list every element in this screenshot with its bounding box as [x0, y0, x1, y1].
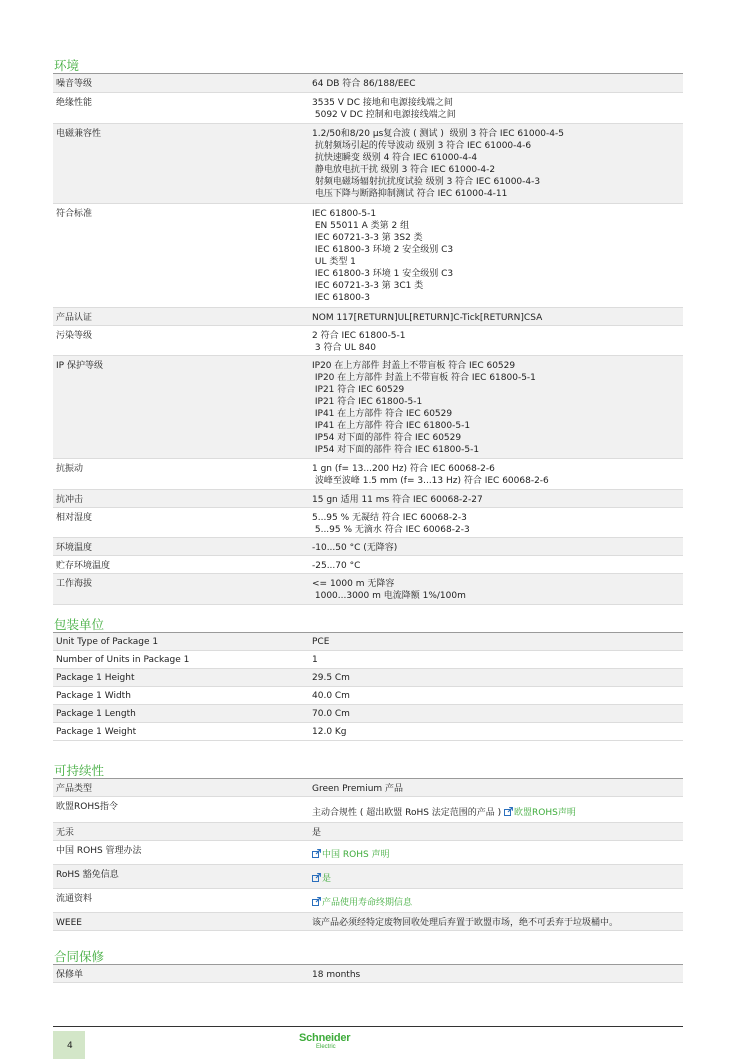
eu-rohs-declaration-link[interactable]: [504, 808, 576, 818]
table-row: [53, 124, 683, 204]
row-label: RoHS 豁免信息: [56, 870, 119, 880]
row-label: 欧盟ROHS指令: [56, 802, 118, 812]
footer-divider: [53, 1026, 683, 1027]
row-value: 1.2/50和8/20 µs复合波 ( 测试 ) 级别 3 符合 IEC 61000-4-5 抗射频场引起的传导波动 级别 3 符合 IEC 61000-4-6 抗快速瞬变 级别 4 符合 IEC 61000-4-4 静电放电抗干扰 级别 3 符合 IEC 61000-4-2 射频电磁场辐射抗扰度试验 级别 3 符合 IEC 61000-4-3 电压下降与断路抑制测试 符合 IEC 61000-4-11: [312, 129, 564, 199]
table-row: [53, 913, 683, 931]
table-row: [53, 633, 683, 651]
external-link-icon: [504, 807, 513, 816]
row-value: 70.0 Cm: [312, 709, 350, 719]
row-value: IEC 61800-5-1 EN 55011 A 类第 2 组 IEC 60721-3-3 第 3S2 类 IEC 61800-3 环境 2 安全级别 C3 UL 类型 1 IEC 61800-3 环境 1 安全级别 C3 IEC 60721-3-3 第 3C1 类 IEC 61800-3: [312, 209, 454, 303]
row-value: -10...50 °C (无降容): [312, 543, 398, 553]
external-link-icon: [312, 849, 321, 858]
row-value: [312, 865, 683, 888]
page-number-box: [53, 1031, 85, 1059]
table-row: [53, 889, 683, 913]
row-label: 噪音等级: [56, 79, 93, 89]
row-value: Green Premium 产品: [312, 784, 404, 794]
row-value: 该产品必须经特定废物回收处理后弃置于欧盟市场，绝不可丢弃于垃圾桶中。: [312, 918, 619, 928]
row-label: 污染等级: [56, 331, 93, 341]
row-value: 1 gn (f= 13...200 Hz) 符合 IEC 60068-2-6 波峰至波峰 1.5 mm (f= 3...13 Hz) 符合 IEC 60068-2-6: [312, 464, 549, 486]
logo-subtext: Electric: [316, 1044, 336, 1050]
packaging-section: [53, 617, 683, 741]
table-row: [53, 508, 683, 538]
row-value: 2 符合 IEC 61800-5-1 3 符合 UL 840: [312, 331, 406, 353]
environment-section: [53, 58, 683, 605]
table-row: [53, 93, 683, 124]
end-of-life-info-link[interactable]: [312, 898, 412, 908]
china-rohs-declaration-link[interactable]: [312, 850, 390, 860]
logo-wordmark: Schneider: [299, 1032, 351, 1044]
table-row: [53, 459, 683, 490]
table-row: [53, 865, 683, 889]
row-value: -25...70 °C: [312, 561, 361, 571]
row-label: 符合标准: [56, 209, 93, 219]
row-label: 电磁兼容性: [56, 129, 102, 139]
sustainability-section: [53, 763, 683, 931]
table-row: [53, 326, 683, 356]
table-row: [53, 965, 683, 983]
table-row: [53, 723, 683, 741]
table-row: [53, 705, 683, 723]
table-row: [53, 490, 683, 508]
table-row: [53, 797, 683, 823]
row-value: IP20 在上方部件 封盖上不带盲板 符合 IEC 60529 IP20 在上方部件 封盖上不带盲板 符合 IEC 61800-5-1 IP21 符合 IEC 60529 IP21 符合 IEC 61800-5-1 IP41 在上方部件 符合 IEC 60529 IP41 在上方部件 符合 IEC 61800-5-1 IP54 对下面的部件 符合 IEC 60529 IP54 对下面的部件 符合 IEC 61800-5-1: [312, 361, 536, 455]
row-value: 15 gn 适用 11 ms 符合 IEC 60068-2-27: [312, 495, 483, 505]
table-row: [53, 779, 683, 797]
row-label: Package 1 Weight: [56, 727, 137, 737]
link-label: 是: [322, 874, 332, 884]
rohs-exemption-link[interactable]: [312, 874, 331, 884]
table-row: [53, 356, 683, 459]
row-value: NOM 117[RETURN]UL[RETURN]C-Tick[RETURN]CSA: [312, 313, 543, 323]
table-row: [53, 823, 683, 841]
row-label: 相对湿度: [56, 513, 93, 523]
row-value: 40.0 Cm: [312, 691, 350, 701]
table-row: [53, 687, 683, 705]
row-value: 64 DB 符合 86/188/EEC: [312, 79, 416, 89]
table-row: [53, 74, 683, 93]
link-label: 中国 ROHS 声明: [322, 850, 390, 860]
table-row: [53, 669, 683, 687]
link-label: 产品使用寿命终期信息: [322, 898, 413, 908]
row-label: 中国 ROHS 管理办法: [56, 846, 142, 856]
row-value: [312, 841, 683, 864]
schneider-electric-logo: [299, 1033, 359, 1051]
row-label: IP 保护等级: [56, 361, 103, 371]
row-label: 抗冲击: [56, 495, 84, 505]
row-value: 1: [312, 655, 318, 665]
row-label: 产品认证: [56, 313, 93, 323]
section-title: 可持续性: [53, 763, 683, 779]
row-label: WEEE: [56, 918, 82, 928]
row-label: 贮存环境温度: [56, 561, 111, 571]
row-value: 12.0 Kg: [312, 727, 347, 737]
warranty-section: [53, 949, 683, 983]
row-label: 工作海拔: [56, 579, 93, 589]
row-label: 流通资料: [56, 894, 93, 904]
table-row: [53, 556, 683, 574]
table-row: [53, 204, 683, 308]
row-label: Unit Type of Package 1: [56, 637, 159, 647]
row-value: 是: [312, 828, 322, 838]
section-title: 环境: [53, 58, 683, 74]
section-title: 合同保修: [53, 949, 683, 965]
external-link-icon: [312, 897, 321, 906]
row-label: 绝缘性能: [56, 98, 93, 108]
row-value: 3535 V DC 接地和电源接线端之间 5092 V DC 控制和电源接线端之间: [312, 98, 456, 120]
external-link-icon: [312, 873, 321, 882]
table-row: [53, 308, 683, 326]
row-value: <= 1000 m 无降容 1000...3000 m 电流降额 1%/100m: [312, 579, 466, 601]
table-row: [53, 841, 683, 865]
table-row: [53, 651, 683, 669]
row-value: [312, 797, 683, 822]
row-value: 5...95 % 无凝结 符合 IEC 60068-2-3 5...95 % 无滴水 符合 IEC 60068-2-3: [312, 513, 470, 535]
table-row: [53, 538, 683, 556]
row-label: Package 1 Width: [56, 691, 131, 701]
row-label: 无汞: [56, 828, 75, 838]
section-title: 包装单位: [53, 617, 683, 633]
page-number: 4: [67, 1041, 73, 1051]
row-value: 29.5 Cm: [312, 673, 350, 683]
row-value: [312, 889, 683, 912]
row-label: 保修单: [56, 970, 84, 980]
row-label: 环境温度: [56, 543, 93, 553]
row-value-text: 主动合规性 ( 超出欧盟 RoHS 法定范围的产品 ): [312, 808, 502, 818]
link-label: 欧盟ROHS声明: [514, 808, 576, 818]
row-label: Package 1 Length: [56, 709, 136, 719]
row-label: Number of Units in Package 1: [56, 655, 190, 665]
row-label: 抗振动: [56, 464, 84, 474]
row-value: PCE: [312, 637, 330, 647]
table-row: [53, 574, 683, 605]
row-label: 产品类型: [56, 784, 93, 794]
row-label: Package 1 Height: [56, 673, 135, 683]
row-value: 18 months: [312, 970, 361, 980]
